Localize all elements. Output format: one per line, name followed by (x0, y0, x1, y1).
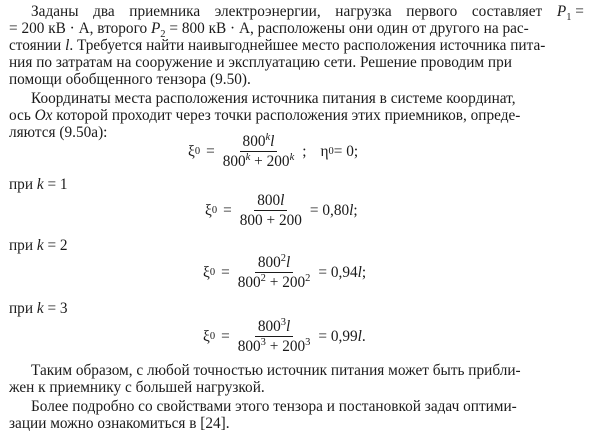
fraction: $\frac{800^3l}{800^3 + 200^3}$ (237, 316, 311, 355)
paragraph-1-line-1 (31, 3, 584, 24)
word: электроэнергии, (214, 3, 321, 20)
paragraph-2-line-1: Координаты места расположения источника питания в системе координат, (31, 90, 516, 107)
paragraph-2-line-2: ось Ox которой проходит через точки расположения этих приемников, опреде- (9, 107, 521, 124)
equation-k1: ξ 0 = $\frac{800l}{800 + 200}$ = 0,80 l ; (205, 192, 358, 229)
paragraph-1-line-3: стоянии l. Требуется найти наивыгоднейшее место расположения источника пита- (9, 37, 546, 54)
case-k3-label: при k = 3 (9, 300, 68, 317)
case-k1-label: при k = 1 (9, 176, 68, 193)
word: два (93, 3, 115, 20)
paragraph-2-line-3: ляются (9.50а): (9, 124, 108, 141)
fraction: $\frac{800^2l}{800^2 + 200^2}$ (237, 252, 311, 291)
equation-k3: ξ 0 = $\frac{800^3l}{800^3 + 200^3}$ = 0,99 l . (203, 316, 366, 355)
fraction: $\frac{800l}{800 + 200}$ (239, 192, 302, 229)
paragraph-3-line-2: жен к приемнику с большей нагрузкой. (9, 379, 265, 396)
word: первого (406, 3, 458, 20)
paragraph-1-line-4: ния по затратам на сооружение и эксплуатацию сети. Решение проводим при (9, 54, 512, 71)
paragraph-1-line-2: = 200 кВ · А, второго $P_2 = 800$ кВ · А, расположены они один от другого на рас- (9, 20, 529, 41)
word: нагрузка (335, 3, 392, 20)
word: составляет (471, 3, 543, 20)
equation-k2: ξ 0 = $\frac{800^2l}{800^2 + 200^2}$ = 0,94 l ; (203, 252, 367, 291)
equation-general: ξ 0 = $\frac{800^kl}{800^k + 200^k}$ ; η 0 = 0; (188, 131, 359, 170)
fraction: $\frac{800^kl}{800^k + 200^k}$ (222, 131, 295, 170)
word: Заданы (31, 3, 79, 20)
paragraph-1-line-5: помощи обобщенного тензора (9.50). (9, 71, 251, 88)
paragraph-4-line-1: Более подробно со свойствами этого тензора и постановкой задач оптими- (31, 398, 517, 415)
p1-formula: $P_1$ = (556, 3, 584, 24)
paragraph-3-line-1: Таким образом, с любой точностью источник питания может быть прибли- (31, 362, 521, 379)
word: приемника (129, 3, 201, 20)
case-k2-label: при k = 2 (9, 237, 68, 254)
paragraph-4-line-2: зации можно ознакомиться в [24]. (9, 415, 230, 432)
